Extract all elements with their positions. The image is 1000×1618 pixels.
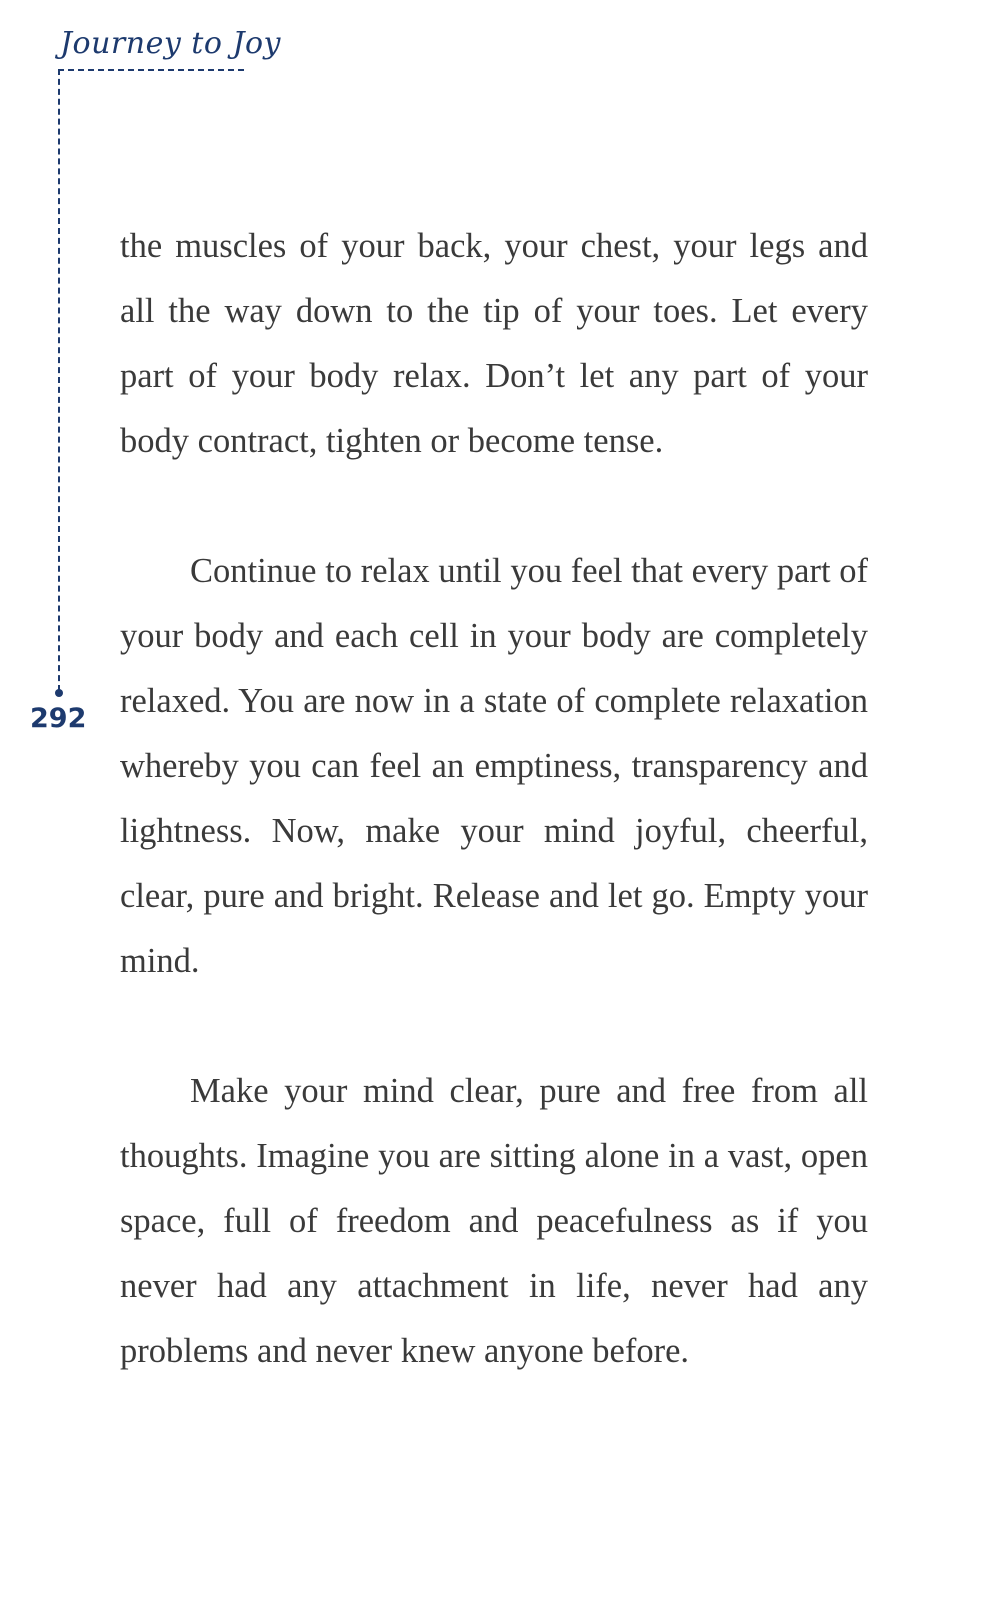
paragraph-1: the muscles of your back, your chest, your legs and all the way down to the tip of your toes. Let every part of your body relax. Don’t let any part of your body contract, tighten or become tense. (120, 227, 868, 460)
paragraph-2: Continue to relax until you feel that every part of your body and each cell in your body are completely relaxed. You are now in a state of complete relaxation whereby you can feel an emptiness, transparency and lightness. Now, make your mind joyful, cheerful, clear, pure and bright. Release and let go. Empty your mind. (120, 552, 868, 980)
body-text (120, 214, 868, 1449)
paragraph-3: Make your mind clear, pure and free from all thoughts. Imagine you are sitting alone in a vast, open space, full of freedom and peacefulness as if you never had any attachment in life, never had any problems and never knew anyone before. (120, 1072, 868, 1370)
page-number: 292 (30, 703, 87, 734)
margin-rule-dot (55, 689, 63, 697)
running-title: Journey to Joy (60, 26, 281, 61)
header-dashed-rule (58, 69, 244, 71)
margin-dashed-rule (58, 69, 60, 691)
